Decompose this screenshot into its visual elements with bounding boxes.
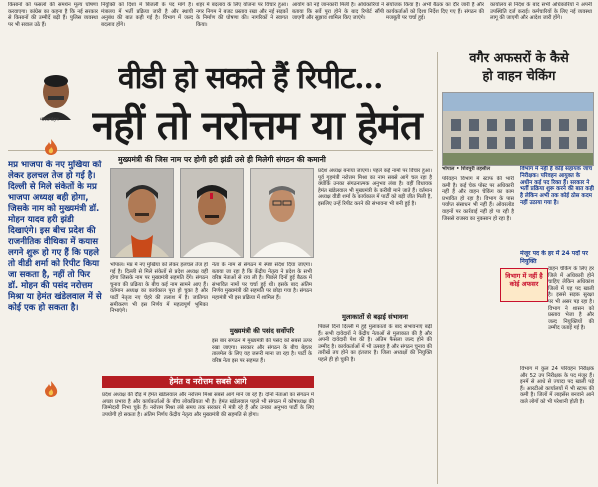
top-strip-col-2: नियुक्ति को दिशा में बिजली के पद मांगे हैं। मंत्रालय में भर्ती प्रक्रिया जारी है और स्थायी अनुबंध की बात कही गई है। विभाग में जल्द बदलाव होंगे। xyxy=(101,2,193,28)
right-headline-line-1: वगैर अफसरों के कैसे xyxy=(469,51,569,66)
red-callout-box xyxy=(500,268,548,302)
photo-caption: गौरवमोहन xyxy=(40,117,59,123)
right-sub2: मंजूर पद के हर में 24 पदों पर नियुक्ति xyxy=(520,250,588,265)
top-strip-col-6: कार्यालय से निर्देश के बाद सभी अधिकारियों ने अपनी उपस्थिति दर्ज कराई। कर्मचारियों के लिए नई व्यवस्था लागू की जाएगी और आदेश जारी होंगे। xyxy=(490,2,592,22)
right-col-b-title: विभाग में नहीं हैं कोई सहायक जांच निरीक्षक। परिवहन आयुक्त के अधीन कई पद रिक्त हैं। सरकार ने भर्ती प्रक्रिया शुरू करने की बात कही है लेकिन अभी तक कोई ठोस कदम नहीं उठाया गया है। xyxy=(520,166,594,206)
main-headline-line-1: वीडी हो सकते हैं रिपीट... xyxy=(118,61,383,96)
divider xyxy=(8,150,433,151)
photo-narottam-mishra xyxy=(180,168,244,258)
body-column-c: प्रदेश अध्यक्ष बनाया जाएगा। पहले कई नामों पर विचार हुआ। पूर्व गृहमंत्री नरोत्तम मिश्रा का नाम सबसे आगे चल रहा है क्योंकि उनका संगठनात्मक अनुभव लंबा है। वहीं विधायक हेमंत खंडेलवाल भी मुख्यमंत्री के करीबी माने जाते हैं। वर्तमान अध्यक्ष वीडी शर्मा के कार्यकाल में पार्टी को बड़ी जीत मिली है, इसलिए उन्हें रिपीट करने की संभावना भी बनी हुई है। xyxy=(318,168,432,207)
right-column-d: विभाग में कुल 24 परिवहन निरीक्षक और 52 उप निरीक्षक के पद मंजूर हैं। इनमें से आधे से ज्यादा पद खाली पड़े हैं। आरटीओ कार्यालयों में भी स्टाफ की कमी है। जिलों में लाइसेंस बनवाने आने वाले लोगों को भी परेशानी होती है। xyxy=(520,366,594,405)
body-column-b: नेता के नाम से संगठन में स्पष्ट संदेश दिया जाएगा। बताया जा रहा है कि केंद्रीय नेतृत्व ने प्रदेश के सभी वरिष्ठ नेताओं से राय ली है। पिछले दिनों हुई बैठक में संभावित नामों पर चर्चा हुई थी। इसके बाद अंतिम निर्णय मुख्यमंत्री की सहमति पर छोड़ा गया है। संगठन महामंत्री भी इस प्रक्रिया में शामिल हैं। xyxy=(212,262,312,301)
left-quote: मप्र भाजपा के नए मुखिया को लेकर हलचल तेज हो गई है। दिल्ली से मिले संकेतों के मप्र भाजपा अध्यक्ष बही होगा, जिसके नाम को मुख्यमंत्री डॉ. मोहन यादव हरी झंडी दिखाएंगे। इस बीच प्रदेश की राजनीतिक वीथिका में कयास लगने शुरू हो गए हैं कि पहले तो वीडी शर्मा को रिपीट किया जा सकता है, नहीं तो फिर डॉ. मोहन की पसंद नरोत्तम मिश्रा या हेमंत खंडेलवाल में से कोई एक हो सकता है। xyxy=(8,160,102,313)
right-headline-line-2: हो वाहन चेकिंग xyxy=(482,69,556,84)
body-column-a: भोपाल। मप्र में नए मुखिया को लेकर हलचल तेज हो गई है। दिल्ली से मिले संकेतों से प्रदेश अध्यक्ष वहीं होगा जिसके नाम पर मुख्यमंत्री सहमति देंगे। संगठन चुनाव की प्रक्रिया के बीच कई नाम सामने आए हैं। वर्तमान अध्यक्ष का कार्यकाल पूरा हो चुका है और पार्टी नेतृत्व नए चेहरे की तलाश में है। जातिगत समीकरण भी इस निर्णय में महत्वपूर्ण भूमिका निभाएंगे। xyxy=(110,262,208,315)
hemant-banner xyxy=(102,376,314,388)
column-divider xyxy=(437,52,438,484)
flame-icon xyxy=(40,138,62,156)
photo-hemant-khandelwal xyxy=(250,168,314,258)
sub-headline: मुख्यमंत्री की जिस नाम पर होगी हरी झंडी उसे ही मिलेगी संगठन की कमानी xyxy=(118,155,326,164)
box2-text: पिछले दिनों दिल्ली में हुई मुलाकातों के बाद संभावनाएं बढ़ी हैं। सभी दावेदारों ने केंद्रीय नेताओं से मुलाकात की है और अपनी दावेदारी पेश की है। अंतिम फैसला जल्द होने की उम्मीद है। कार्यकर्ताओं में भी उत्साह है और संगठन चुनाव की तारीखें तय होने का इंतजार है। जिला अध्यक्षों की नियुक्ति पहले ही हो चुकी है। xyxy=(318,324,432,363)
right-column-c: वाहन चेकिंग के लिए हर जिले में अधिकारी होने चाहिए लेकिन अधिकांश जिलों में यह पद खाली है। इससे सड़क सुरक्षा पर भी असर पड़ रहा है। विभाग ने शासन को प्रस्ताव भेजा है और जल्द नियुक्तियों की उम्मीद जताई गई है। xyxy=(548,266,594,332)
building-photo xyxy=(442,92,594,166)
box2-heading: मुलाकातों से बढ़ाई संभावना xyxy=(342,313,408,321)
right-column-a: परिवहन विभाग में स्टाफ की भारी कमी है। कई चेक पोस्ट पर अधिकारी नहीं हैं और वाहन चेकिंग का काम प्रभावित हो रहा है। विभाग के पास पर्याप्त संसाधन भी नहीं हैं। ओवरलोड वाहनों पर कार्रवाई नहीं हो पा रही है जिससे राजस्व का नुकसान हो रहा है। xyxy=(442,176,514,222)
top-strip-col-4: आयोग को नई जानकारी मिली है। अधिकारियों ने बताया कि सर्वे पूरा होने के बाद रिपोर्ट सौंपी जाएगी और सुझाव शामिल किए जाएंगे। xyxy=(292,2,384,22)
hemant-text: प्रदेश अध्यक्ष की दौड़ में हेमंत खंडेलवाल और नरोत्तम मिश्रा सबसे आगे माने जा रहे हैं। दोनों नेताओं का संगठन में अच्छा प्रभाव है और कार्यकर्ताओं के बीच लोकप्रियता भी है। हेमंत खंडेलवाल पहले भी संगठन में कोषाध्यक्ष की जिम्मेदारी निभा चुके हैं। नरोत्तम मिश्रा लंबे समय तक सरकार में मंत्री रहे हैं और उनका अनुभव पार्टी के लिए उपयोगी हो सकता है। अंतिम निर्णय केंद्रीय नेतृत्व और मुख्यमंत्री की सहमति से होगा। xyxy=(102,392,314,418)
box-heading: मुख्यमंत्री की पसंद सर्वोपरि xyxy=(229,327,295,335)
flame-icon-2 xyxy=(40,380,62,398)
top-strip xyxy=(0,0,598,50)
top-strip-col-1: किसानों को फसलों की समर्थन मूल्य घोषणा करवाएगा। कांग्रेस का कहना है कि नई सरकार से किसानों की उम्मीदें बढ़ी हैं। पुलिस व्यवस्था पर भी सवाल उठे हैं। xyxy=(8,2,98,28)
box-text: इस बार संगठन में मुख्यमंत्री की पसंद को सबसे ऊपर रखा जाएगा। सरकार और संगठन के बीच बेहतर तालमेल के लिए यह जरूरी माना जा रहा है। पार्टी के वरिष्ठ नेता इस पर सहमत हैं। xyxy=(212,338,312,364)
top-strip-col-5: संयोजक किया है। अभी बैठक का दौर जारी है और कार्यकर्ताओं को दिशा निर्देश दिए गए हैं। संगठन की मजबूती पर चर्चा हुई। xyxy=(386,2,484,22)
top-strip-col-3: शहर में बदलाव के लिए योजना पर विचार हुआ। नगर निगम ने बजट प्रस्ताव रखा और नई सड़कों के निर्माण की घोषणा की। नागरिकों ने स्वागत किया। xyxy=(196,2,288,28)
right-photo-caption: भोपाल • शिवपुरी तहसील xyxy=(442,166,490,172)
hemant-banner-label: हेमंत व नरोत्तम सबसे आगे xyxy=(169,377,247,386)
red-callout-text: विभाग में नहीं है कोई अफसर xyxy=(505,272,543,288)
author-photo xyxy=(8,66,94,122)
main-headline-line-2: नहीं तो नरोत्तम या हेमंत xyxy=(92,102,422,149)
photo-vd-sharma xyxy=(110,168,174,258)
